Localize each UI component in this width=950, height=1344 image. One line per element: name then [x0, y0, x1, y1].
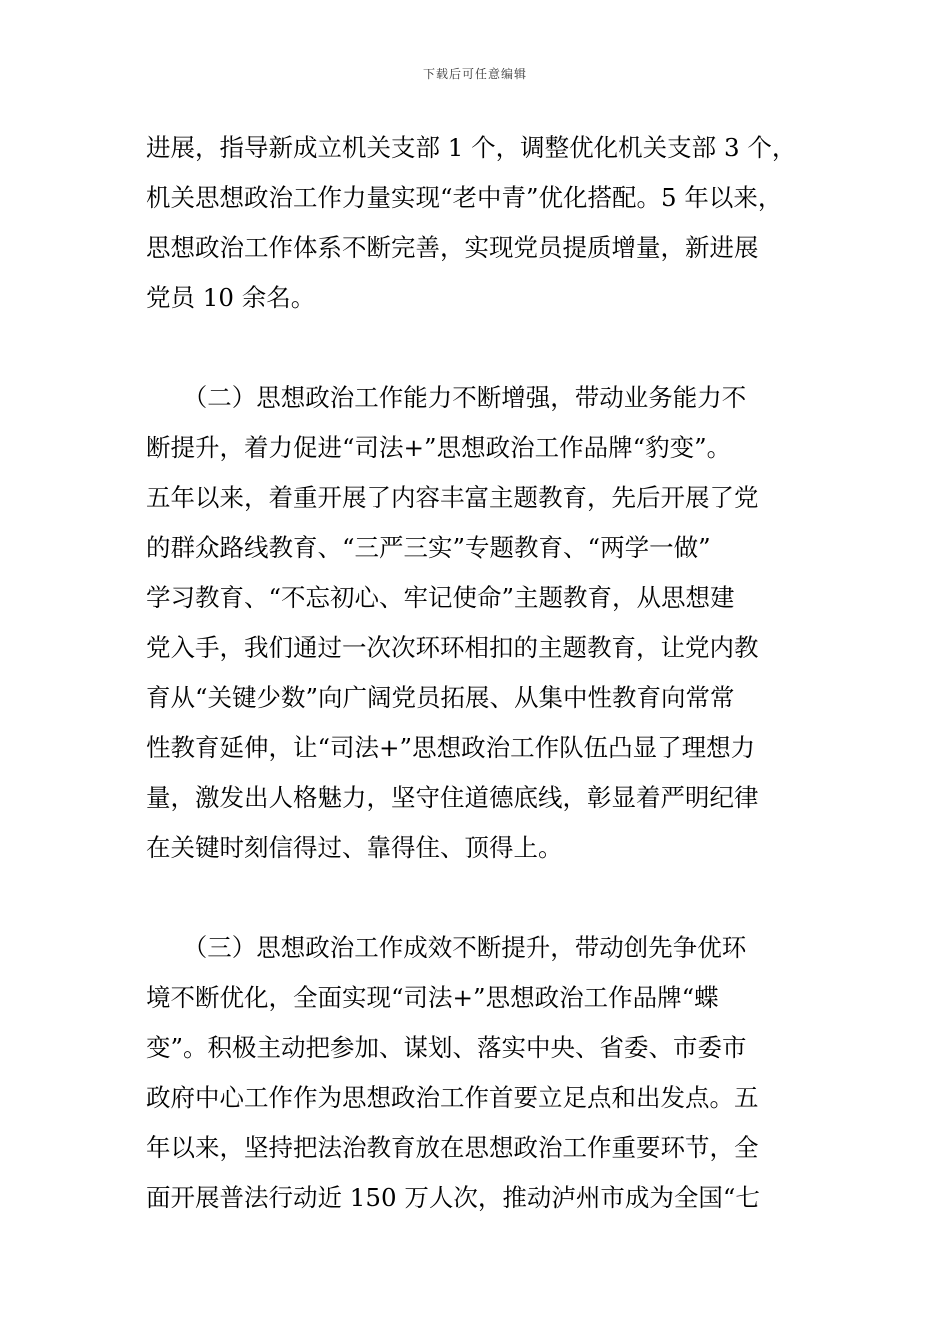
text-line: 机关思想政治工作力量实现“老中青”优化搭配。5 年以来， [146, 183, 783, 212]
text-line: 境不断优化，全面实现“司法+”思想政治工作品牌“蝶 [146, 983, 719, 1012]
text-line: 断提升，着力促进“司法+”思想政治工作品牌“豹变”。 [146, 433, 732, 462]
text-line: 性教育延伸，让“司法+”思想政治工作队伍凸显了理想力 [146, 733, 756, 762]
text-line: 变”。积极主动把参加、谋划、落实中央、省委、市委市 [146, 1033, 747, 1062]
text-line: 在关键时刻信得过、靠得住、顶得上。 [146, 833, 563, 862]
paragraph-2 [146, 378, 826, 878]
text-line: 思想政治工作体系不断完善，实现党员提质增量，新进展 [146, 233, 759, 262]
paragraph-3 [146, 928, 826, 1228]
text-line: 育从“关键少数”向广阔党员拓展、从集中性教育向常常 [146, 683, 735, 712]
text-line: 面开展普法行动近 150 万人次，推动泸州市成为全国“七 [146, 1183, 760, 1212]
text-line: 进展，指导新成立机关支部 1 个，调整优化机关支部 3 个， [146, 133, 797, 162]
paragraph-spacing [146, 328, 826, 378]
text-line: 量，激发出人格魅力，坚守住道德底线，彰显着严明纪律 [146, 783, 759, 812]
text-line: （二）思想政治工作能力不断增强，带动业务能力不 [146, 383, 747, 412]
paragraph-spacing [146, 878, 826, 928]
text-line: 政府中心工作作为思想政治工作首要立足点和出发点。五 [146, 1083, 759, 1112]
text-line: 党入手，我们通过一次次环环相扣的主题教育，让党内教 [146, 633, 759, 662]
page-header: 下载后可任意编辑 [422, 67, 527, 81]
paragraph-1 [146, 128, 826, 328]
text-line: 学习教育、“不忘初心、牢记使命”主题教育，从思想建 [146, 583, 735, 612]
text-line: （三）思想政治工作成效不断提升，带动创先争优环 [146, 933, 747, 962]
text-line: 五年以来，着重开展了内容丰富主题教育，先后开展了党 [146, 483, 759, 512]
text-line: 党员 10 余名。 [146, 283, 316, 312]
document-body [146, 128, 826, 1228]
text-line: 年以来，坚持把法治教育放在思想政治工作重要环节，全 [146, 1133, 759, 1162]
text-line: 的群众路线教育、“三严三实”专题教育、“两学一做” [146, 533, 711, 562]
